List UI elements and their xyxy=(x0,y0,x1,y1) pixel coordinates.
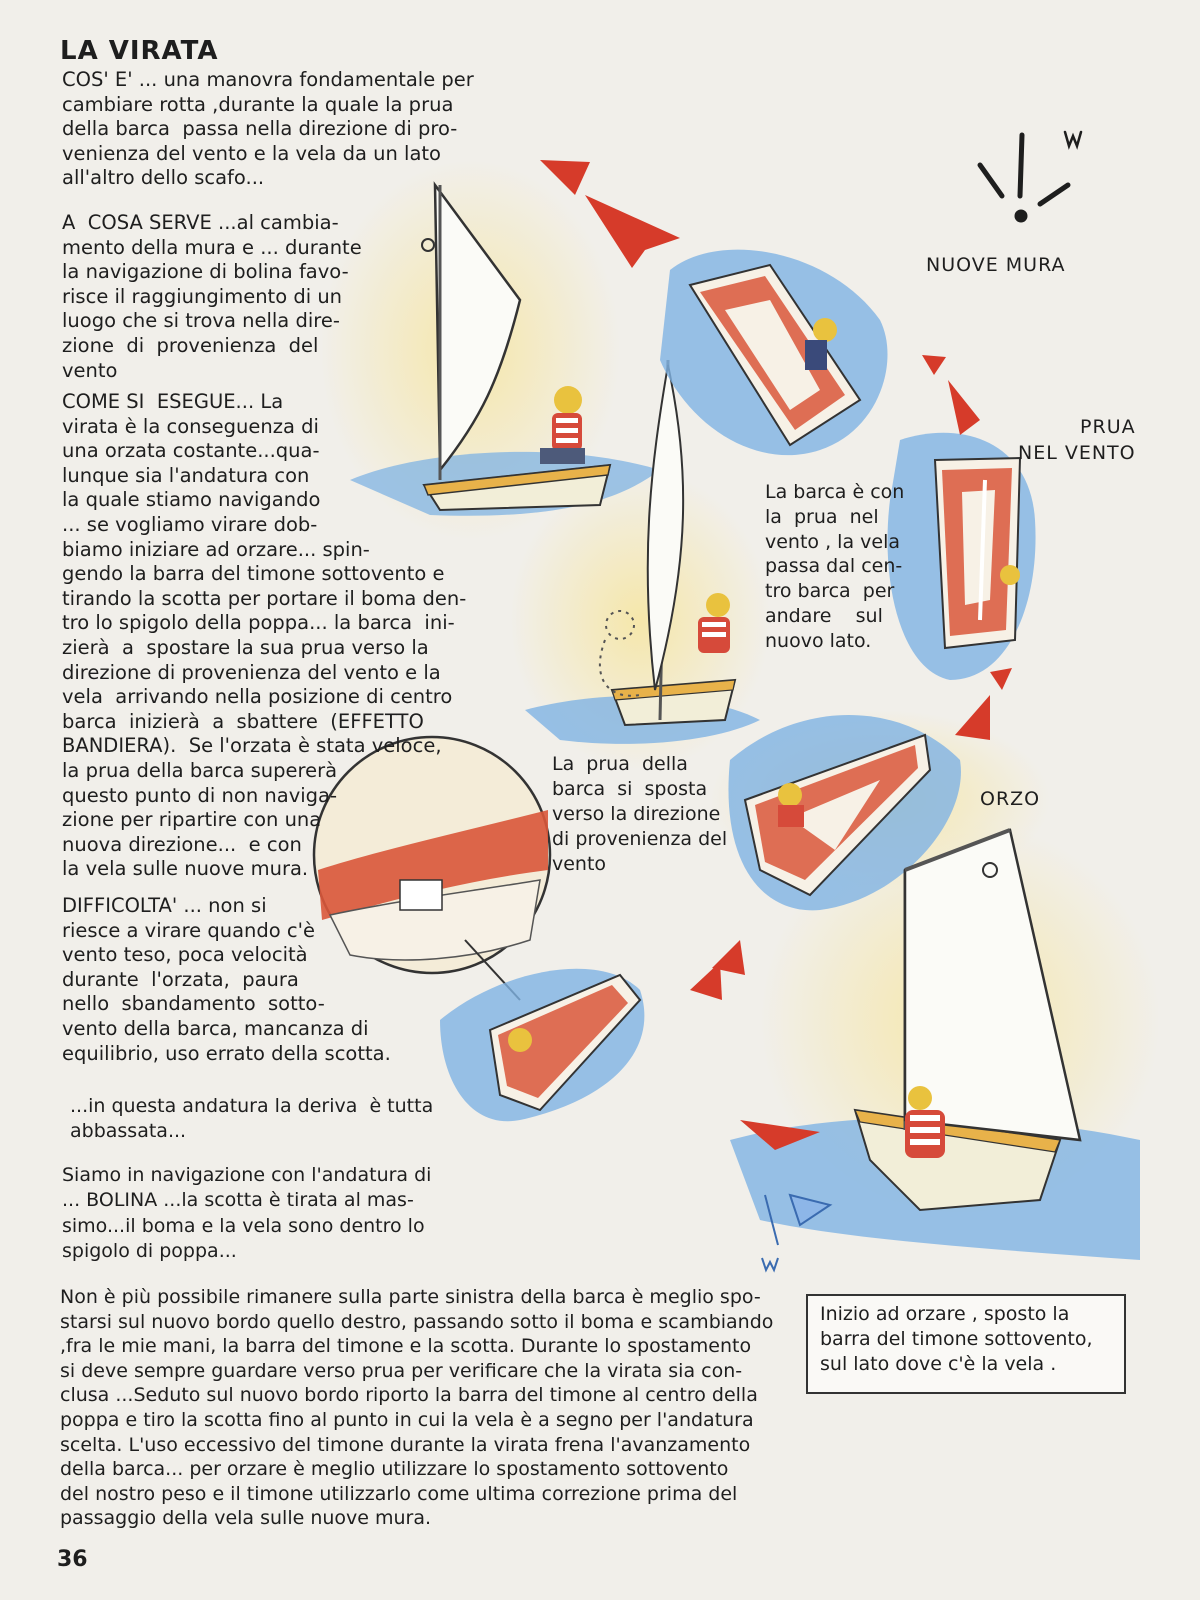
label-luff-up: ORZO xyxy=(980,788,1041,810)
label-head-to-wind: PRUA NEL VENTO xyxy=(1018,416,1136,464)
boat-start xyxy=(440,969,644,1122)
wind-icon xyxy=(980,132,1081,220)
caption-box-luff-start: Inizio ad orzare , sposto la barra del timone sottovento, sul lato dove c'è la vela . xyxy=(806,1294,1126,1394)
bolina-note: Siamo in navigazione con l'andatura di ... BOLINA ...la scotta è tirata al mas- simo...il boma e la vela sono dentro lo spigolo di poppa... xyxy=(62,1164,432,1263)
boat-head-to-wind xyxy=(888,433,1036,680)
page-number: 36 xyxy=(57,1547,88,1572)
difficulty-paragraph: DIFFICOLTA' ... non si riesce a virare quando c'è vento teso, poca velocità durante l'orzata, paura nello sbandamento sotto- vento della barca, mancanza di equilibrio, uso errato della scotta. xyxy=(62,894,391,1065)
caption-head-to-wind: La barca è con la prua nel vento , la vela passa dal cen- tro barca per andare sul nuovo lato. xyxy=(765,481,905,652)
centerboard-note: ...in questa andatura la deriva è tutta abbassata... xyxy=(70,1095,434,1143)
purpose-paragraph: A COSA SERVE ...al cambia- mento della mura e ... durante la navigazione di bolina favo- risce il raggiungimento di un luogo che si trova nella dire- zione di provenienza del vento xyxy=(62,211,362,382)
page-title: LA VIRATA xyxy=(60,36,219,66)
boat-new-tack xyxy=(660,250,888,456)
bottom-paragraph: Non è più possibile rimanere sulla parte sinistra della barca è meglio spo- starsi sul nuovo bordo quello destro, passando sotto il boma e scambiando ,fra le mie mani, la barra del timone e la scotta. Durante lo spostamento si deve sempre guardare verso prua per verificare che la virata sia con- clusa ...Seduto sul nuovo bordo riporto la barra del timone al centro della poppa e tiro la scotta fino al punto in cui la vela è a segno per l'andatura scelta. L'uso eccessivo del timone durante la virata frena l'avanzamento della barca... per orzare è meglio utilizzare lo spostamento sottovento del nostro peso e il timone utilizzarlo come ultima correzione prima del passaggio della vela sulle nuove mura. xyxy=(60,1286,774,1530)
label-new-tack: NUOVE MURA xyxy=(926,254,1066,276)
how-paragraph: COME SI ESEGUE... La virata è la conseguenza di una orzata costante...qua- lunque sia l'andatura con la quale stiamo navigando ... se vogliamo virare dob- biamo iniziare ad orzare... spin- gendo la barra del timone sottovento e tirando la scotta per portare il boma den- tro lo spigolo della poppa... la barca ini- zierà a spostare la sua prua verso la direzione di provenienza del vento e la vela arrivando nella posizione di centro barca inizierà a sbattere (EFFETTO BANDIERA). Se l'orzata è stata veloce, la prua della barca supererà questo punto di non naviga- zione per ripartire con una nuova direzione... e con la vela sulle nuove mura. xyxy=(62,390,467,881)
intro-paragraph: COS' E' ... una manovra fondamentale per cambiare rotta ,durante la quale la prua della barca passa nella direzione di pro- venienza del vento e la vela da un lato all'altro dello scafo... xyxy=(62,68,474,190)
caption-bow-moves: La prua della barca si sposta verso la direzione di provenienza del vento xyxy=(552,753,728,875)
